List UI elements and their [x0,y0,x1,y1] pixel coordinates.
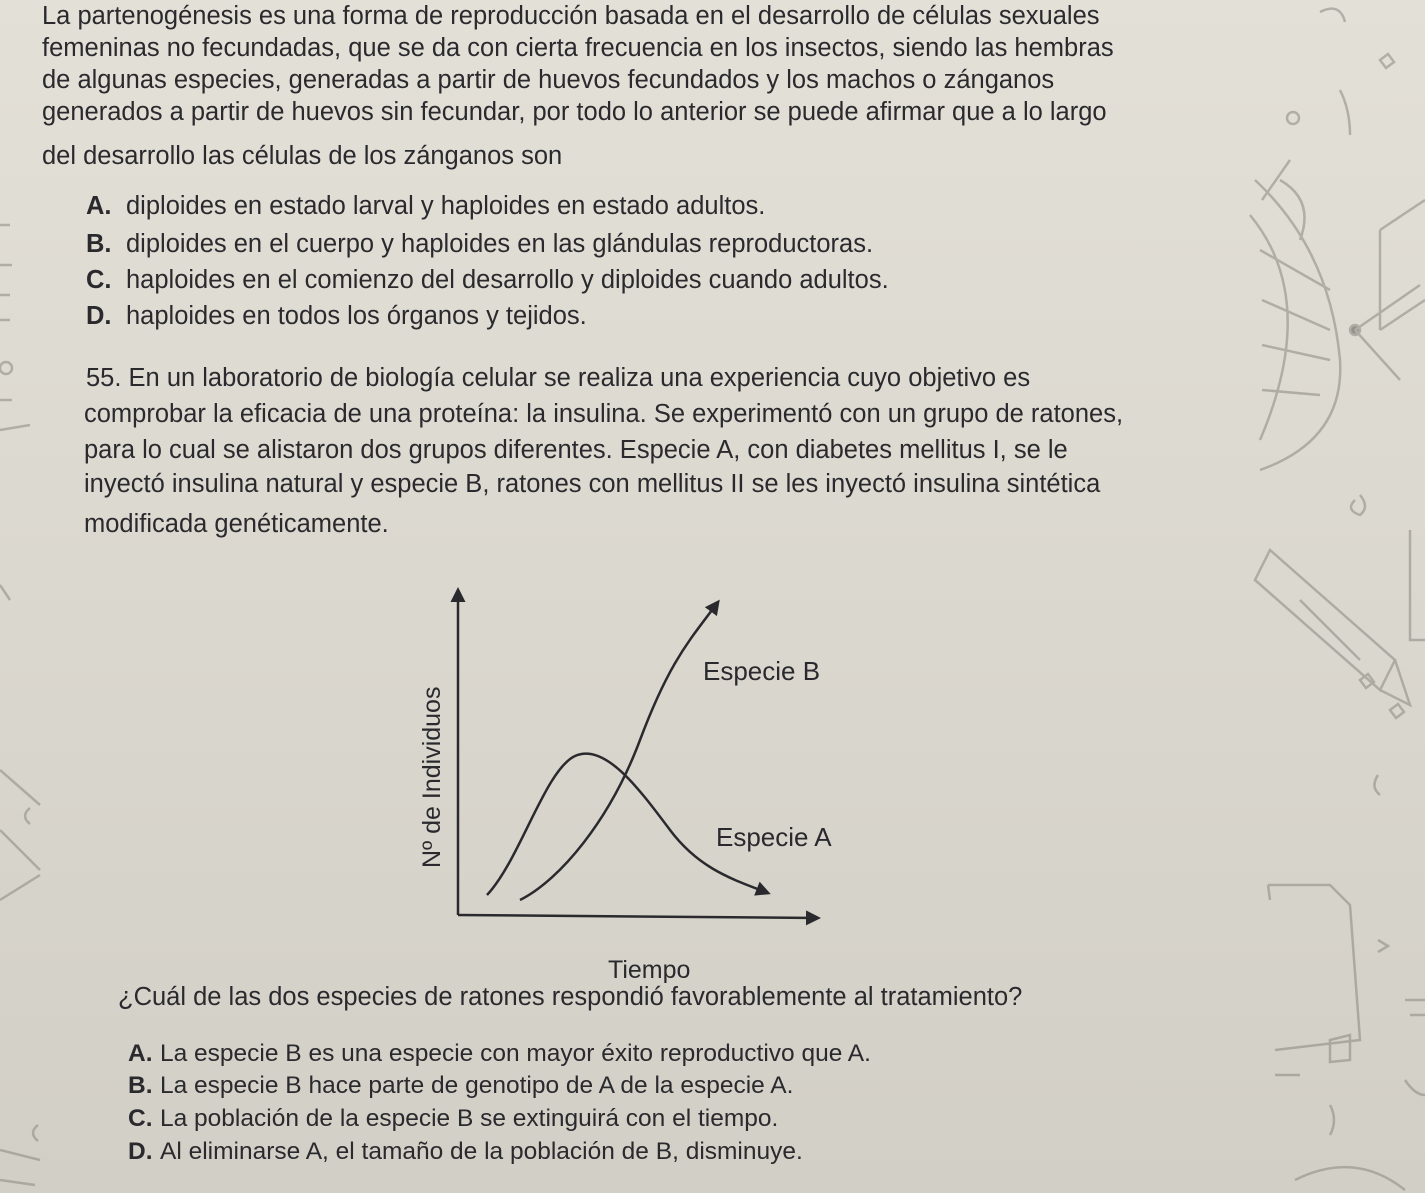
option-text: Al eliminarse A, el tamaño de la población de B, disminuye. [160,1138,803,1165]
q55-question: ¿Cuál de las dos especies de ratones respondió favorablemente al tratamiento? [118,983,1023,1011]
option-letter: A. [86,192,112,220]
q55-line-text: En un laboratorio de biología celular se realiza una experiencia cuyo objetivo es [128,364,1031,392]
option-text: La especie B hace parte de genotipo de A de la especie A. [160,1072,794,1099]
q55-line-4: inyectó insulina natural y especie B, ratones con mellitus II se les inyectó insulina sintética [84,470,1101,498]
q55-line-3: para lo cual se alistaron dos grupos diferentes. Especie A, con diabetes mellitus I, se le [84,436,1068,464]
option-letter: B. [86,230,112,258]
intro-line: La partenogénesis es una forma de reproducción basada en el desarrollo de células sexuales [42,2,1100,30]
intro-line: de algunas especies, generadas a partir de huevos fecundados y los machos o zánganos [42,66,1055,94]
series-label-especie-b: Especie B [703,656,821,686]
x-axis-label: Tiempo [608,956,691,984]
option-letter: C. [86,266,112,294]
option-text: haploides en el comienzo del desarrollo y diploides cuando adultos. [126,266,889,294]
intro-line: femeninas no fecundadas, que se da con cierta frecuencia en los insectos, siendo las hembras [42,34,1114,62]
intro-line: del desarrollo las células de los zánganos son [42,142,563,170]
option-letter: B. [128,1072,153,1099]
option-letter: D. [86,302,112,330]
intro-line: generados a partir de huevos sin fecundar, por todo lo anterior se puede afirmar que a lo largo [42,98,1107,126]
option-text: diploides en el cuerpo y haploides en las glándulas reproductoras. [126,230,874,258]
q55-line-2: comprobar la eficacia de una proteína: la insulina. Se experimentó con un grupo de ratones, [84,400,1124,428]
x-axis [458,915,818,918]
option-text: La especie B es una especie con mayor éxito reproductivo que A. [160,1040,871,1067]
option-text: haploides en todos los órganos y tejidos. [126,302,587,330]
q55-line-5: modificada genéticamente. [84,510,389,538]
q55-option-d[interactable] [128,1138,803,1166]
option-text: diploides en estado larval y haploides en estado adultos. [126,192,766,220]
q55-option-b[interactable] [128,1072,793,1100]
option-letter: A. [128,1040,153,1067]
option-text: La población de la especie B se extinguirá con el tiempo. [160,1105,779,1132]
series-label-especie-a: Especie A [716,822,832,852]
y-axis-label: Nº de Individuos [418,686,446,868]
series-line-especie-b [520,602,718,900]
question-number: 55. [86,364,122,392]
option-letter: D. [128,1138,153,1165]
option-letter: C. [128,1105,153,1132]
q55-option-c[interactable] [128,1105,778,1133]
q55-option-a[interactable] [128,1040,871,1068]
